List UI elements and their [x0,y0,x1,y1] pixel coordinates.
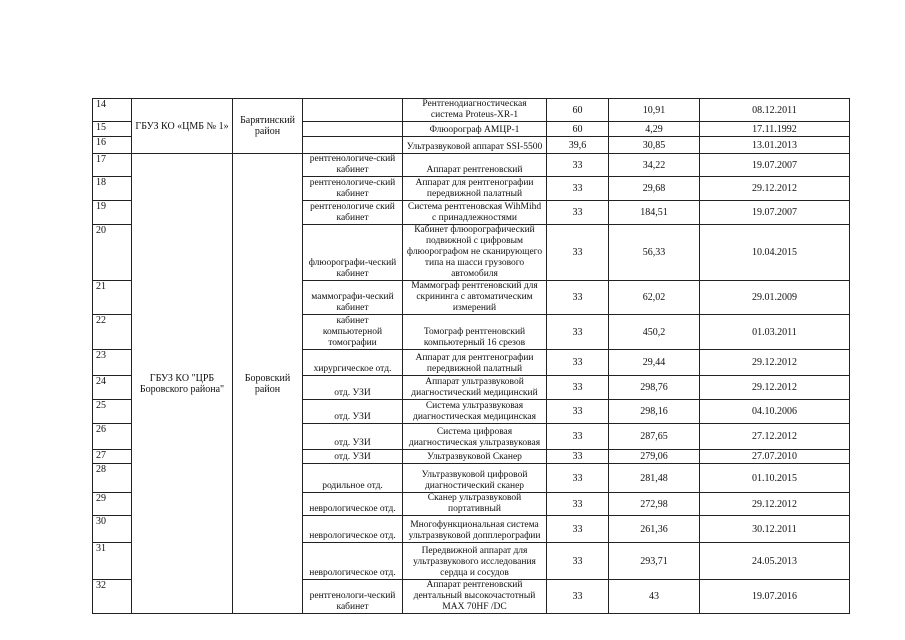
power-cell: 33 [547,376,609,400]
power-cell: 33 [547,450,609,464]
date-cell: 01.10.2015 [700,464,850,493]
department-cell: неврологическое отд. [303,516,403,543]
power-cell: 33 [547,493,609,516]
power-cell: 33 [547,350,609,376]
department-cell: отд. УЗИ [303,376,403,400]
date-cell: 29.12.2012 [700,376,850,400]
device-cell: Аппарат ультразвуковой диагностический медицинский [403,376,547,400]
department-cell [303,99,403,122]
power-cell: 33 [547,464,609,493]
department-cell: отд. УЗИ [303,424,403,450]
department-cell: рентгенологиче ский кабинет [303,201,403,225]
device-cell: Система ультразвуковая диагностическая медицинская [403,400,547,424]
cost-cell: 298,16 [609,400,700,424]
power-cell: 33 [547,424,609,450]
organization-cell: ГБУЗ КО "ЦРБ Боровского района" [132,154,233,614]
device-cell: Кабинет флюорографический подвижной с цифровым флюорографом не сканирующего типа на шасси грузового автомобиля [403,225,547,281]
date-cell: 17.11.1992 [700,122,850,137]
cost-cell: 56,33 [609,225,700,281]
row-number: 18 [93,177,132,201]
date-cell: 30.12.2011 [700,516,850,543]
power-cell: 33 [547,315,609,350]
row-number: 31 [93,543,132,580]
department-cell: флюорографи-ческий кабинет [303,225,403,281]
department-cell [303,122,403,137]
power-cell: 33 [547,516,609,543]
cost-cell: 10,91 [609,99,700,122]
power-cell: 60 [547,99,609,122]
row-number: 27 [93,450,132,464]
cost-cell: 34,22 [609,154,700,177]
district-cell: Боровский район [233,154,303,614]
device-cell: Аппарат рентгеновский дентальный высокочастотный MAX 70HF /DC [403,580,547,614]
row-number: 15 [93,122,132,137]
date-cell: 10.04.2015 [700,225,850,281]
row-number: 16 [93,137,132,154]
date-cell: 19.07.2007 [700,154,850,177]
power-cell: 33 [547,201,609,225]
cost-cell: 281,48 [609,464,700,493]
department-cell [303,137,403,154]
device-cell: Рентгенодиагностическая система Proteus-XR-1 [403,99,547,122]
department-cell: рентгенологиче-ский кабинет [303,177,403,201]
power-cell: 60 [547,122,609,137]
device-cell: Передвижной аппарат для ультразвукового исследования сердца и сосудов [403,543,547,580]
cost-cell: 272,98 [609,493,700,516]
department-cell: неврологическое отд. [303,543,403,580]
date-cell: 29.01.2009 [700,281,850,315]
date-cell: 24.05.2013 [700,543,850,580]
date-cell: 29.12.2012 [700,177,850,201]
device-cell: Аппарат рентгеновский [403,154,547,177]
device-cell: Ультразвуковой Сканер [403,450,547,464]
department-cell: хирургическое отд. [303,350,403,376]
device-cell: Флюорограф АМЦР-1 [403,122,547,137]
date-cell: 29.12.2012 [700,350,850,376]
device-cell: Многофункциональная система ультразвуковой допплерографии [403,516,547,543]
cost-cell: 450,2 [609,315,700,350]
date-cell: 19.07.2016 [700,580,850,614]
cost-cell: 29,44 [609,350,700,376]
cost-cell: 62,02 [609,281,700,315]
cost-cell: 261,36 [609,516,700,543]
cost-cell: 298,76 [609,376,700,400]
date-cell: 29.12.2012 [700,493,850,516]
cost-cell: 4,29 [609,122,700,137]
department-cell: родильное отд. [303,464,403,493]
date-cell: 08.12.2011 [700,99,850,122]
cost-cell: 287,65 [609,424,700,450]
cost-cell: 279,06 [609,450,700,464]
department-cell: рентгенологиче-ский кабинет [303,154,403,177]
organization-cell: ГБУЗ КО «ЦМБ № 1» [132,99,233,154]
power-cell: 33 [547,400,609,424]
cost-cell: 293,71 [609,543,700,580]
row-number: 30 [93,516,132,543]
table-row [93,154,850,177]
table-row [93,99,850,122]
department-cell: неврологическое отд. [303,493,403,516]
row-number: 19 [93,201,132,225]
date-cell: 19.07.2007 [700,201,850,225]
row-number: 28 [93,464,132,493]
department-cell: рентгенологи-ческий кабинет [303,580,403,614]
device-cell: Система цифровая диагностическая ультразвуковая [403,424,547,450]
department-cell: маммографи-ческий кабинет [303,281,403,315]
device-cell: Томограф рентгеновский компьютерный 16 срезов [403,315,547,350]
device-cell: Система рентгеновская WihMihd с принадлежностями [403,201,547,225]
device-cell: Сканер ультразвуковой портативный [403,493,547,516]
equipment-table [92,98,850,614]
row-number: 29 [93,493,132,516]
device-cell: Ультразвуковой аппарат SSI-5500 [403,137,547,154]
date-cell: 27.07.2010 [700,450,850,464]
row-number: 23 [93,350,132,376]
date-cell: 01.03.2011 [700,315,850,350]
date-cell: 27.12.2012 [700,424,850,450]
row-number: 17 [93,154,132,177]
cost-cell: 30,85 [609,137,700,154]
row-number: 21 [93,281,132,315]
device-cell: Ультразвуковой цифровой диагностический сканер [403,464,547,493]
device-cell: Аппарат для рентгенографии передвижной палатный [403,177,547,201]
device-cell: Маммограф рентгеновский для скрининга с автоматическим измерений [403,281,547,315]
date-cell: 04.10.2006 [700,400,850,424]
department-cell: кабинет компьютерной томографии [303,315,403,350]
district-cell: Барятинский район [233,99,303,154]
row-number: 25 [93,400,132,424]
date-cell: 13.01.2013 [700,137,850,154]
cost-cell: 184,51 [609,201,700,225]
row-number: 20 [93,225,132,281]
cost-cell: 29,68 [609,177,700,201]
department-cell: отд. УЗИ [303,400,403,424]
row-number: 26 [93,424,132,450]
department-cell: отд. УЗИ [303,450,403,464]
device-cell: Аппарат для рентгенографии передвижной палатный [403,350,547,376]
power-cell: 33 [547,154,609,177]
power-cell: 33 [547,543,609,580]
power-cell: 33 [547,281,609,315]
power-cell: 33 [547,177,609,201]
power-cell: 33 [547,225,609,281]
cost-cell: 43 [609,580,700,614]
row-number: 14 [93,99,132,122]
row-number: 24 [93,376,132,400]
power-cell: 39,6 [547,137,609,154]
row-number: 32 [93,580,132,614]
row-number: 22 [93,315,132,350]
power-cell: 33 [547,580,609,614]
